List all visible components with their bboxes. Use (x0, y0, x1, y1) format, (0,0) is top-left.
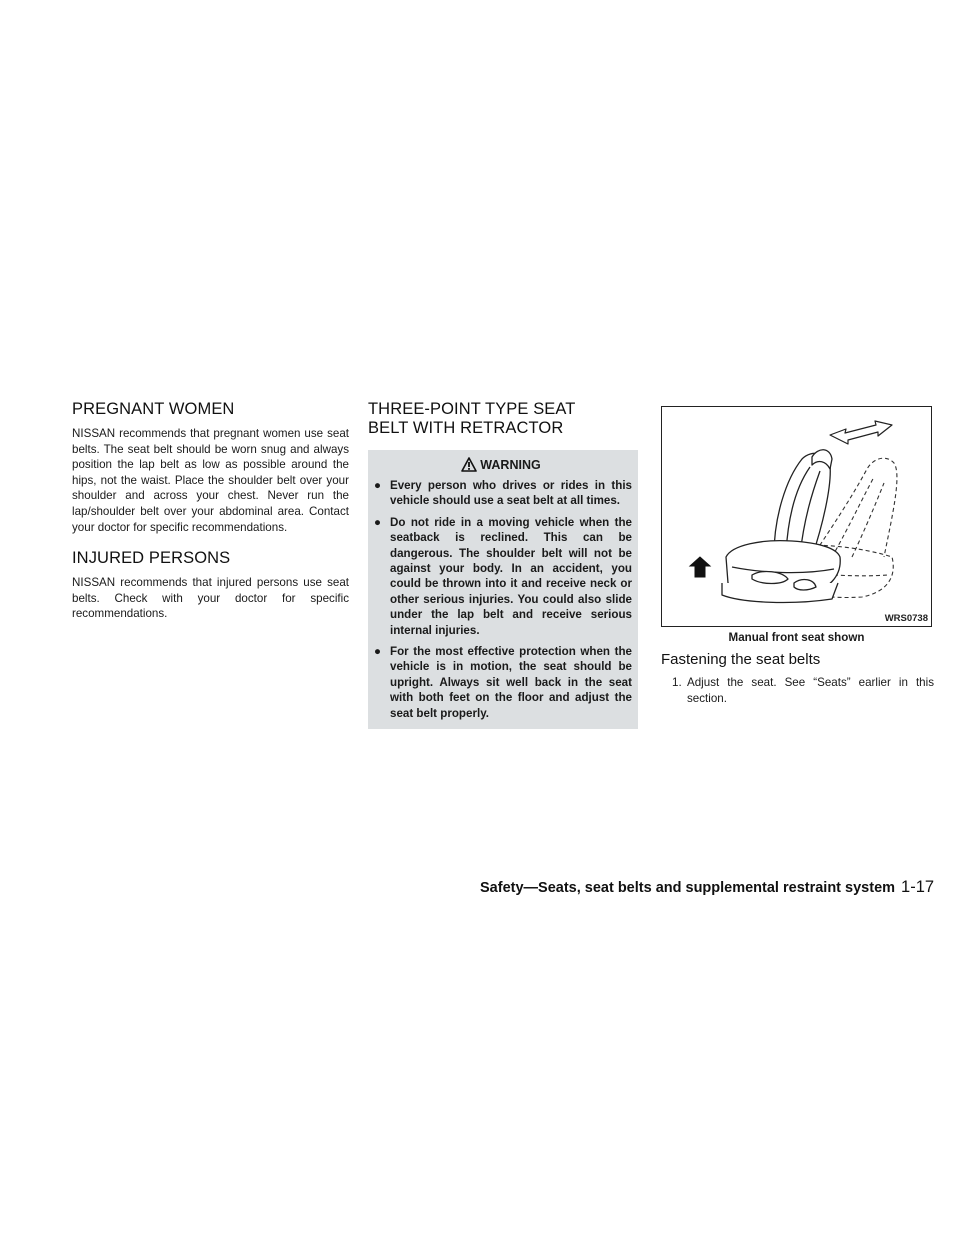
body-pregnant-women: NISSAN recommends that pregnant women use seat belts. The seat belt should be worn snug and always position the lap belt as low as possible around the hips, not the waist. Place the shoulder belt over your shoulder and across your chest. Never run the lap/shoulder belt over your abdominal area. Contact your doctor for specific recommendations. (72, 427, 349, 534)
warning-item (368, 644, 634, 721)
footer-title: Safety—Seats, seat belts and supplemental restraint system (480, 880, 896, 896)
warning-list (368, 478, 634, 721)
warning-item-text: For the most effective protection when the vehicle is in motion, the seat should be upright. Always sit well back in the seat with both feet on the floor and adjust the seat belt properly. (390, 645, 632, 720)
column-left (72, 400, 349, 622)
seat-figure (661, 406, 932, 627)
warning-triangle-icon (461, 457, 477, 472)
warning-item (368, 478, 634, 509)
arrow-up-icon (690, 557, 710, 577)
warning-header (368, 456, 634, 474)
double-arrow-icon (830, 421, 892, 444)
step-item (661, 675, 934, 706)
warning-item-text: Do not ride in a moving vehicle when the seatback is reclined. This can be dangerous. The shoulder belt will not be against your body. In an accident, you could be thrown into it and receive neck or other serious injuries. You could also slide under the lap belt and receive serious internal injuries. (390, 515, 632, 637)
step-number: 1. (672, 676, 682, 689)
section-pregnant-women (72, 400, 349, 535)
figure-code: WRS0738 (884, 613, 928, 624)
bullet: ● (374, 479, 382, 492)
seat-illustration (662, 407, 931, 626)
column-middle (368, 400, 638, 729)
page-footer (480, 878, 934, 900)
page-number: 1-17 (901, 878, 935, 896)
warning-item-text: Every person who drives or rides in this vehicle should use a seat belt at all times. (390, 479, 632, 508)
bullet: ● (374, 515, 382, 529)
section-injured-persons (72, 549, 349, 622)
heading-three-point-belt: THREE-POINT TYPE SEAT BELT WITH RETRACTOR (368, 400, 576, 437)
heading-injured-persons: INJURED PERSONS (72, 549, 231, 568)
warning-title: WARNING (480, 458, 541, 472)
heading-pregnant-women: PREGNANT WOMEN (72, 400, 235, 418)
warning-item (368, 515, 634, 638)
steps-list (661, 675, 934, 706)
body-injured-persons: NISSAN recommends that injured persons use seat belts. Check with your doctor for specific recommendations. (72, 576, 349, 621)
step-text: Adjust the seat. See “Seats” earlier in this section. (687, 676, 934, 705)
column-right (661, 400, 934, 706)
subheading-fastening: Fastening the seat belts (661, 651, 821, 668)
bullet: ● (374, 645, 382, 659)
warning-box (368, 450, 638, 729)
figure-caption: Manual front seat shown (728, 631, 865, 644)
